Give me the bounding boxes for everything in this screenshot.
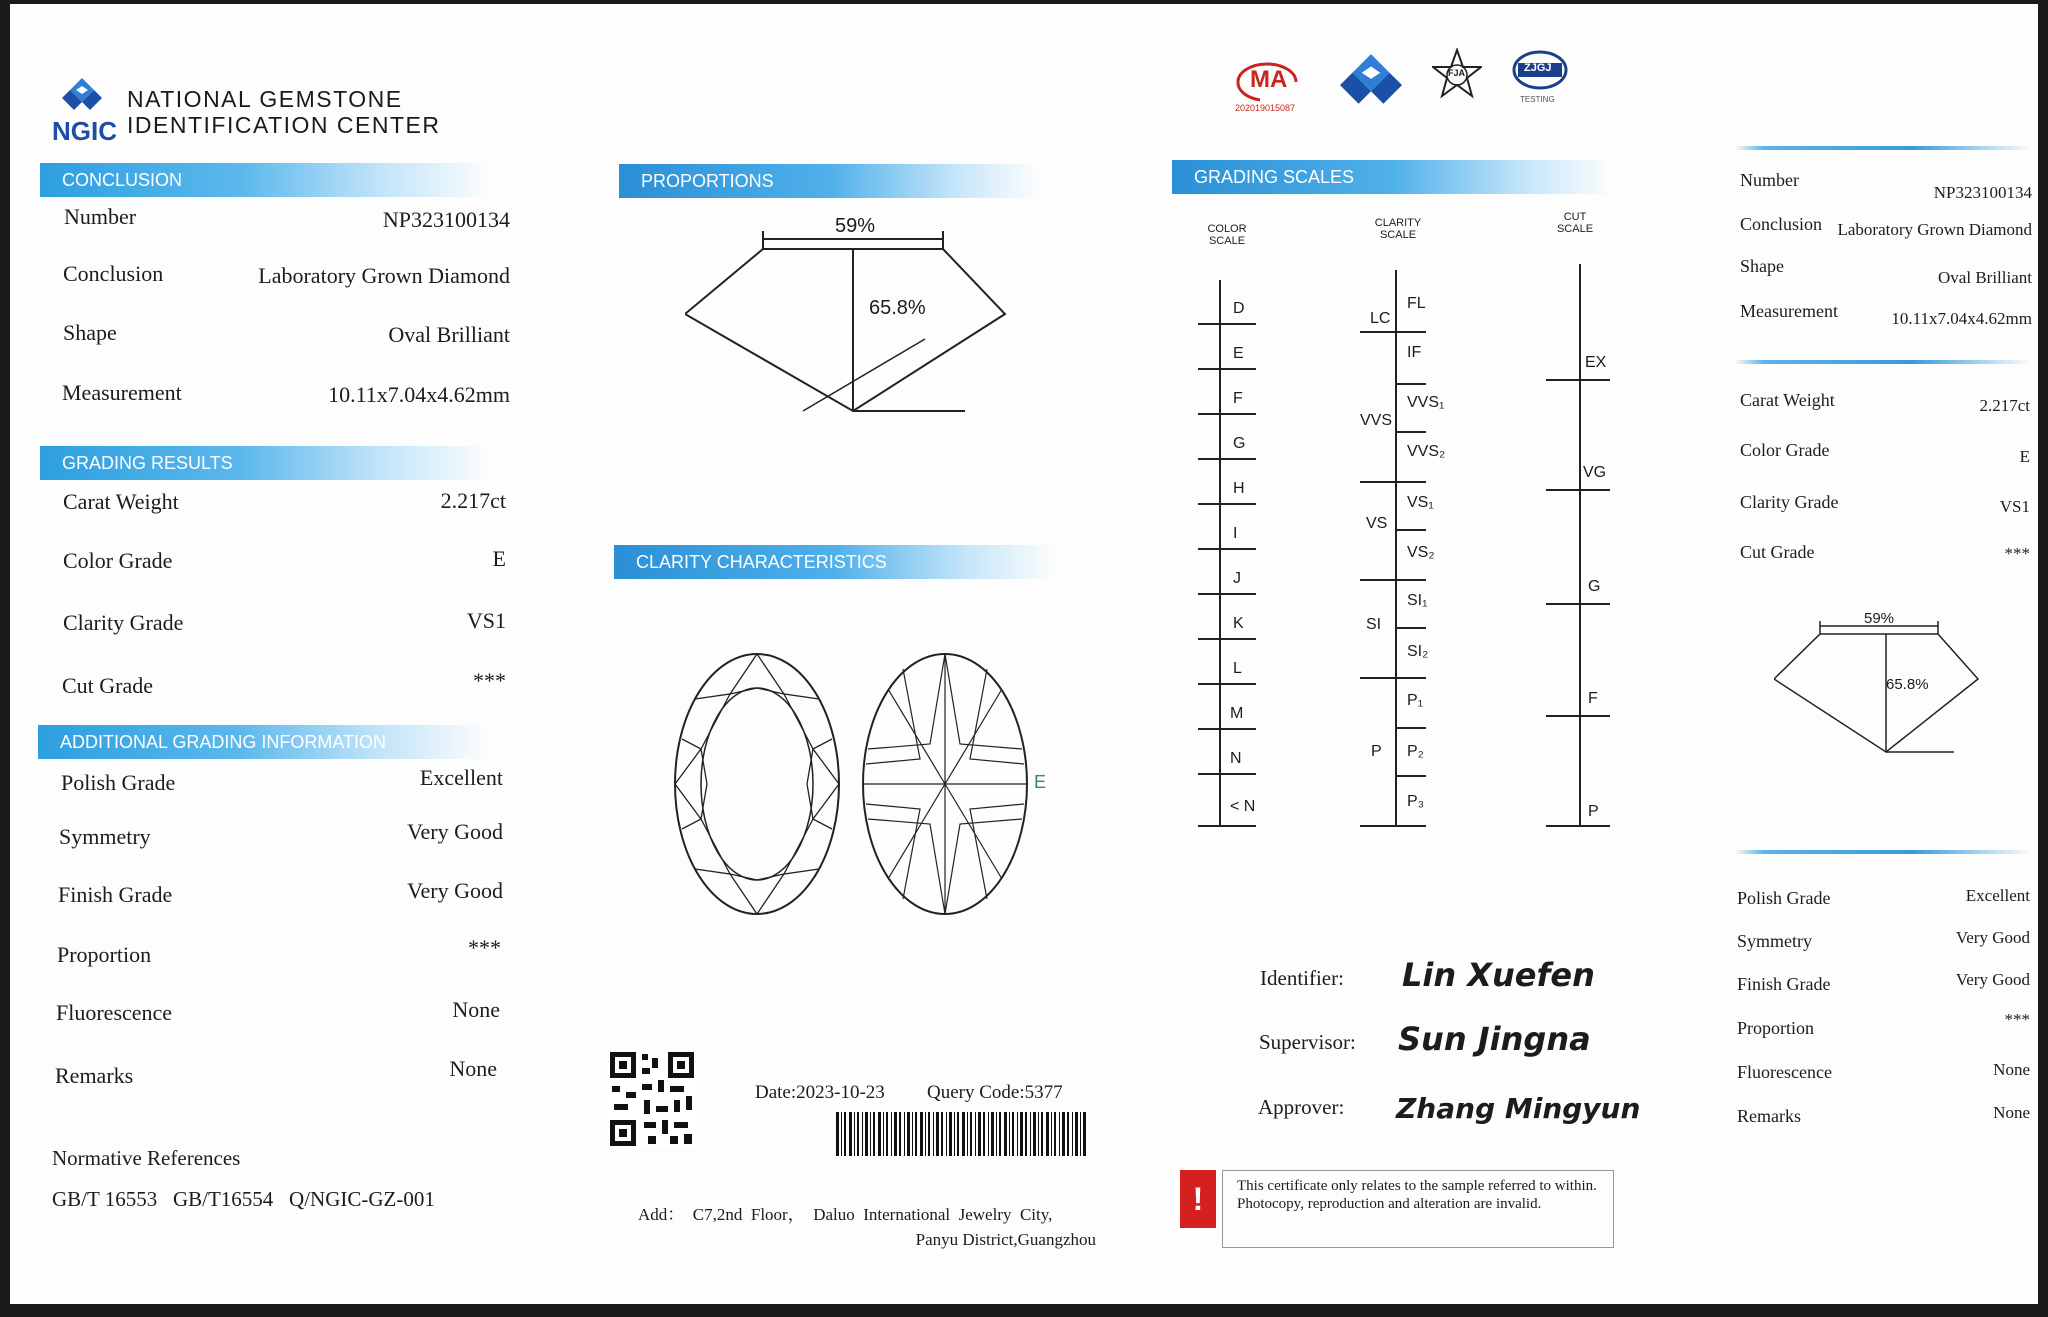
summary-remarks-label: Remarks <box>1737 1106 1801 1126</box>
number-value: NP323100134 <box>382 207 510 232</box>
summary-number-label: Number <box>1740 170 1799 190</box>
cut-value: *** <box>473 668 506 693</box>
proportions-diagram <box>685 209 1025 419</box>
summary-proportion-label: Proportion <box>1737 1018 1815 1038</box>
summary-polish-label: Polish Grade <box>1737 888 1831 908</box>
section-additional: ADDITIONAL GRADING INFORMATION <box>38 725 488 759</box>
clarity-group-SI: SI <box>1366 616 1382 633</box>
cut-grade-G: G <box>1588 578 1601 595</box>
crown-view-diagram <box>670 649 845 919</box>
summary-cut-label: Cut Grade <box>1740 542 1815 562</box>
color-grade-E: E <box>1233 345 1244 362</box>
summary-remarks: None <box>1993 1103 2030 1122</box>
clarity-grade-P1: P₁ <box>1407 692 1424 709</box>
proportion-value: *** <box>468 935 501 960</box>
references-value: GB/T 16553 GB/T16554 Q/NGIC-GZ-001 <box>52 1187 435 1211</box>
conclusion-label: Conclusion <box>63 261 164 286</box>
summary-shape-label: Shape <box>1740 256 1784 276</box>
warning-box <box>1180 1170 1216 1228</box>
summary-carat-label: Carat Weight <box>1740 390 1835 410</box>
ngic-abbr: NGIC <box>52 116 117 146</box>
color-value: E <box>492 546 506 571</box>
cut-label: Cut Grade <box>62 673 154 698</box>
color-grade-J: J <box>1233 570 1241 587</box>
summary-carat: 2.217ct <box>1979 396 2030 415</box>
testing-text: TESTING <box>1520 95 1555 104</box>
color-grade-G: G <box>1233 435 1246 452</box>
brand-line-1: NATIONAL GEMSTONE <box>127 86 403 112</box>
cut-grade-P: P <box>1588 803 1599 820</box>
clarity-marker: E <box>1034 772 1047 792</box>
certificate-sheet <box>10 4 2038 1304</box>
summary-symmetry-label: Symmetry <box>1737 931 1812 951</box>
clarity-scale-header: CLARITY SCALE <box>1374 217 1422 241</box>
summary-fluorescence-label: Fluorescence <box>1737 1062 1832 1082</box>
summary-rule-3 <box>1734 850 2032 854</box>
color-grade-H: H <box>1233 480 1245 497</box>
summary-rule-2 <box>1734 360 2032 364</box>
address-line-1: Add： C7,2nd Floor， Daluo International Jewelry City, <box>638 1205 1053 1224</box>
section-grading-scales: GRADING SCALES <box>1172 160 1612 194</box>
number-label: Number <box>64 204 137 229</box>
finish-value: Very Good <box>407 878 503 903</box>
shape-label: Shape <box>63 320 117 345</box>
summary-color: E <box>2019 447 2030 466</box>
clarity-grade-VS1: VS₁ <box>1407 494 1434 511</box>
barcode-icon <box>836 1112 1086 1156</box>
clarity-group-P: P <box>1371 743 1382 760</box>
fja-text: FJA <box>1448 68 1466 78</box>
cut-scale-header: CUT SCALE <box>1556 211 1594 235</box>
summary-shape: Oval Brilliant <box>1938 268 2032 287</box>
color-grade-N: N <box>1230 750 1242 767</box>
finish-label: Finish Grade <box>58 882 173 907</box>
carat-value: 2.217ct <box>440 488 506 513</box>
section-grading-results: GRADING RESULTS <box>40 446 490 480</box>
clarity-grade-SI1: SI₁ <box>1407 592 1428 609</box>
pavilion-view-diagram <box>858 649 1033 919</box>
summary-measurement: 10.11x7.04x4.62mm <box>1891 309 2032 328</box>
clarity-value: VS1 <box>466 608 506 633</box>
depth-percent: 65.8% <box>869 297 926 319</box>
color-label: Color Grade <box>63 548 173 573</box>
clarity-grade-SI2: SI₂ <box>1407 643 1429 660</box>
shape-value: Oval Brilliant <box>388 322 510 347</box>
brand-line-2: IDENTIFICATION CENTER <box>127 112 441 138</box>
summary-finish: Very Good <box>1955 970 2030 989</box>
color-grade-I: I <box>1233 525 1238 542</box>
remarks-value: None <box>449 1056 497 1081</box>
summary-color-label: Color Grade <box>1740 440 1830 460</box>
summary-depth-percent: 65.8% <box>1886 676 1929 693</box>
summary-table-percent: 59% <box>1864 610 1895 627</box>
cma-logo-text: MA <box>1250 66 1288 93</box>
cut-grade-EX: EX <box>1585 354 1607 371</box>
measurement-value: 10.11x7.04x4.62mm <box>328 382 510 407</box>
summary-symmetry: Very Good <box>1955 928 2030 947</box>
ngic-emblem-icon <box>1340 54 1402 110</box>
summary-clarity: VS1 <box>1999 497 2030 516</box>
table-percent: 59% <box>835 215 876 237</box>
clarity-group-VS: VS <box>1366 515 1388 532</box>
color-grade-F: F <box>1233 390 1243 407</box>
summary-proportion: *** <box>2004 1010 2030 1029</box>
section-clarity: CLARITY CHARACTERISTICS <box>614 545 1054 579</box>
identifier-label: Identifier: <box>1260 966 1344 990</box>
clarity-label: Clarity Grade <box>63 610 184 635</box>
summary-proportions-diagram <box>1774 604 1984 764</box>
symmetry-value: Very Good <box>407 819 503 844</box>
symmetry-label: Symmetry <box>59 824 151 849</box>
color-grade-K: K <box>1233 615 1244 632</box>
disclaimer-text: This certificate only relates to the sample referred to within. Photocopy, reproduction and alteration are invalid. <box>1222 1170 1614 1248</box>
address-line-2: Panyu District,Guangzhou <box>915 1230 1096 1249</box>
cma-number: 202019015087 <box>1235 103 1296 113</box>
color-grade-below-N: < N <box>1230 798 1256 815</box>
clarity-grade-VS2: VS₂ <box>1407 544 1435 561</box>
qr-code-icon[interactable] <box>608 1050 696 1148</box>
color-grade-D: D <box>1233 300 1245 317</box>
approver-label: Approver: <box>1258 1095 1345 1119</box>
polish-label: Polish Grade <box>61 770 176 795</box>
clarity-grade-VVS2: VVS₂ <box>1407 443 1446 460</box>
clarity-grade-P2: P₂ <box>1407 743 1424 760</box>
cut-grade-F: F <box>1588 690 1598 707</box>
summary-polish: Excellent <box>1965 886 2030 905</box>
references-label: Normative References <box>52 1146 241 1170</box>
summary-cut: *** <box>2004 544 2030 563</box>
summary-rule-1 <box>1734 146 2032 150</box>
cut-grade-VG: VG <box>1583 464 1607 481</box>
identifier-signature: Lin Xuefen <box>1402 956 1595 994</box>
clarity-grade-P3: P₃ <box>1407 793 1425 810</box>
summary-fluorescence: None <box>1993 1060 2030 1079</box>
ngic-logo-icon <box>62 78 102 114</box>
conclusion-value: Laboratory Grown Diamond <box>258 263 510 288</box>
summary-conclusion: Laboratory Grown Diamond <box>1837 220 2032 239</box>
clarity-group-VVS: VVS <box>1360 412 1393 429</box>
summary-conclusion-label: Conclusion <box>1740 214 1823 234</box>
carat-label: Carat Weight <box>63 489 179 514</box>
color-scale-header: COLOR SCALE <box>1207 223 1247 247</box>
zjgj-text: ZJGJ <box>1524 62 1552 74</box>
section-conclusion: CONCLUSION <box>40 163 490 197</box>
color-grade-M: M <box>1230 705 1244 722</box>
remarks-label: Remarks <box>55 1063 134 1088</box>
summary-clarity-label: Clarity Grade <box>1740 492 1839 512</box>
summary-measurement-label: Measurement <box>1740 301 1838 321</box>
issue-date: Date:2023-10-23 <box>755 1082 885 1103</box>
summary-number: NP323100134 <box>1933 183 2032 202</box>
color-grade-L: L <box>1233 660 1242 677</box>
clarity-grade-VVS1: VVS₁ <box>1407 394 1445 411</box>
clarity-grade-FL: FL <box>1407 295 1426 312</box>
fluorescence-label: Fluorescence <box>56 1000 173 1025</box>
section-proportions: PROPORTIONS <box>619 164 1039 198</box>
supervisor-signature: Sun Jingna <box>1398 1020 1591 1058</box>
query-code: Query Code:5377 <box>927 1082 1063 1103</box>
clarity-grade-IF: IF <box>1407 344 1422 361</box>
polish-value: Excellent <box>419 765 503 790</box>
warning-icon: ! <box>1192 1181 1204 1217</box>
approver-signature: Zhang Mingyun <box>1396 1092 1641 1125</box>
supervisor-label: Supervisor: <box>1259 1030 1356 1054</box>
proportion-label: Proportion <box>57 942 152 967</box>
summary-finish-label: Finish Grade <box>1737 974 1831 994</box>
fluorescence-value: None <box>452 997 500 1022</box>
clarity-group-LC: LC <box>1370 310 1391 327</box>
measurement-label: Measurement <box>62 380 182 405</box>
